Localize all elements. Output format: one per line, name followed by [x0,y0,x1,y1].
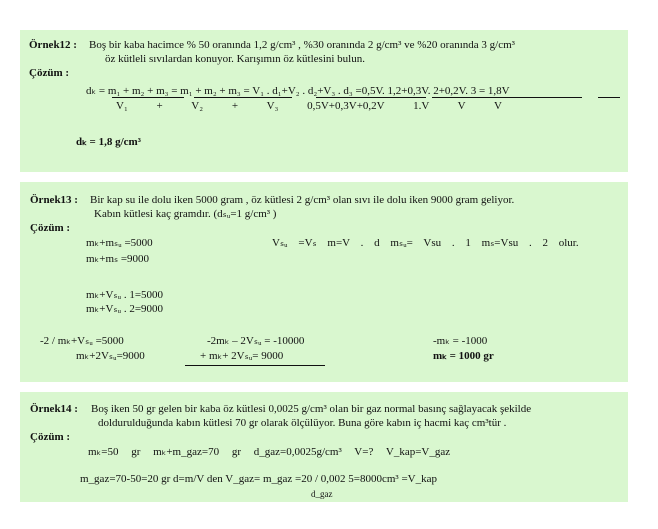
example-12-line1: Boş bir kaba hacimce % 50 oranında 1,2 g/cm³ , %30 oranında 2 g/cm³ ve %20 oranında 3 g/cm³ [89,39,515,51]
example-13-line1: Bir kap su ile dolu iken 5000 gram , öz kütlesi 2 g/cm³ olan sıvı ile dolu iken 9000 gram geliyor. [90,194,515,206]
fraction-line-4 [432,97,582,98]
example-13-eq5: -2 / mₖ+Vₛᵤ =5000 [40,335,124,347]
example-12-line2: öz kütleli sıvılardan konuyor. Karışımın öz kütlesini bulun. [105,53,365,65]
example-13-solution-label: Çözüm : [30,222,71,234]
example-13-eq1: mₖ+mₛᵤ =5000 [86,237,153,249]
fraction-line-1 [112,97,184,98]
example-13-eq8: + mₖ+ 2Vₛᵤ= 9000 [200,350,284,362]
example-14-calc-denominator: d_gaz [311,489,333,499]
sum-line [185,365,325,366]
example-12-result: dₖ = 1,8 g/cm³ [76,136,141,148]
fraction-line-2 [194,97,292,98]
example-12-formula-bottom: V₁ + V₂ + V₃ 0,5V+0,3V+0,2V 1.V V V [116,100,502,112]
fraction-line-5 [598,97,620,98]
example-13-eq2: mₖ+mₛ =9000 [86,253,150,265]
example-13-eq7: -2mₖ – 2Vₛᵤ = -10000 [207,335,305,347]
example-13-title: Örnek13 : [30,194,78,206]
example-13-eq6: mₖ+2Vₛᵤ=9000 [76,350,145,362]
example-14-line1: Boş iken 50 gr gelen bir kaba öz kütlesi 0,0025 g/cm³ olan bir gaz normal basınç sağlayacak şekilde [91,403,532,415]
example-13-eq10: mₖ = 1000 gr [433,350,494,362]
example-13-eq9: -mₖ = -1000 [433,335,488,347]
example-13-eq4: mₖ+Vₛᵤ . 2=9000 [86,303,164,315]
example-13-line2: Kabın kütlesi kaç gramdır. (dₛᵤ=1 g/cm³ ) [94,208,277,220]
example-12-title: Örnek12 : [29,39,77,51]
example-14-given: mₖ=50 gr mₖ+m_gaz=70 gr d_gaz=0,0025g/cm³ V=? V_kap=V_gaz [88,446,451,458]
example-12-solution-label: Çözüm : [29,67,70,79]
fraction-line-3 [316,97,426,98]
example-14-solution-label: Çözüm : [30,431,71,443]
example-13-relation: Vₛᵤ =Vₛ m=V . d mₛᵤ= Vsu . 1 mₛ=Vsu . 2 olur. [272,237,579,249]
example-14-title: Örnek14 : [30,403,78,415]
example-12-formula-top: dₖ = m₁ + m₂ + m₃ = m₁ + m₂ + m₃ = V₁ . d₁+V₂ . d₂+V₃ . d₃ =0,5V. 1,2+0,3V. 2+0,2V. 3 = 1,8V [86,85,510,97]
example-14-calc: m_gaz=70-50=20 gr d=m/V den V_gaz= m_gaz =20 / 0,002 5=8000cm³ =V_kap [80,473,438,485]
example-14-line2: doldurulduğunda kabın kütlesi 70 gr olarak ölçülüyor. Buna göre kabın iç hacmi kaç cm³tür . [98,417,507,429]
example-13-eq3: mₖ+Vₛᵤ . 1=5000 [86,289,164,301]
